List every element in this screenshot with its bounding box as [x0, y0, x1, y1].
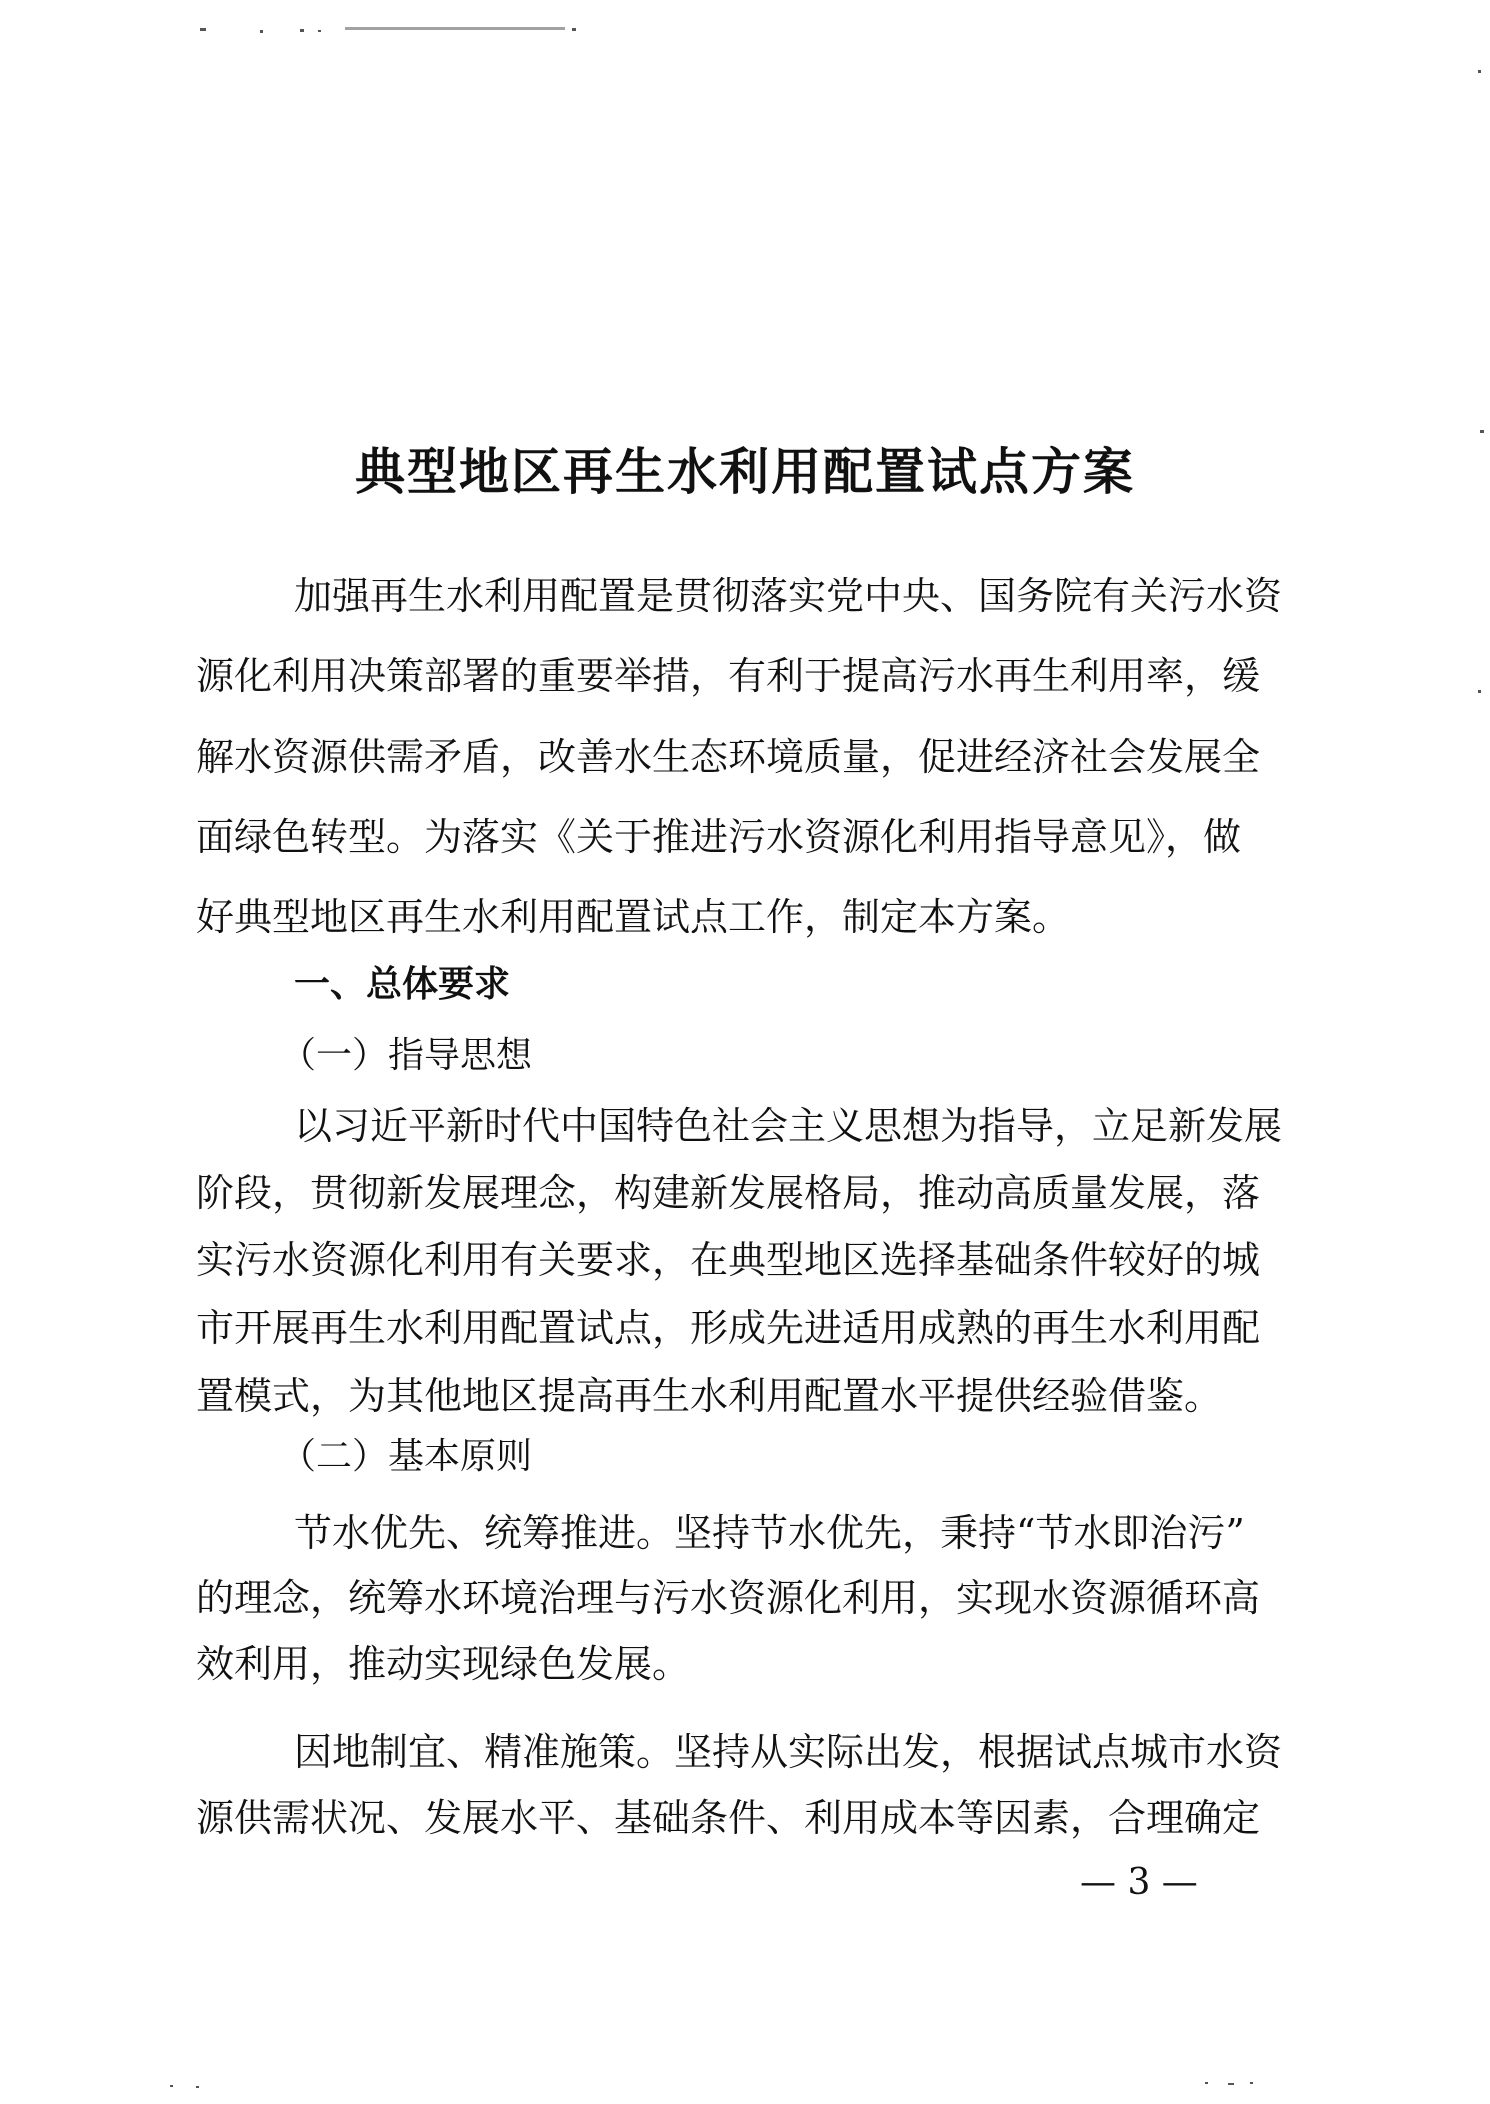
- paragraph-line: 源供需状况、发展水平、基础条件、利用成本等因素，合理确定: [196, 1796, 1261, 1840]
- subsection-heading: （一）指导思想: [280, 1035, 533, 1076]
- paragraph-line: 的理念，统筹水环境治理与污水资源化利用，实现水资源循环高: [196, 1576, 1261, 1620]
- intro-line: 解水资源供需矛盾，改善水生态环境质量，促进经济社会发展全: [196, 735, 1261, 779]
- intro-line: 源化利用决策部署的重要举措，有利于提高污水再生利用率，缓: [196, 654, 1261, 698]
- paragraph-line: 市开展再生水利用配置试点，形成先进适用成熟的再生水利用配: [196, 1306, 1261, 1350]
- paragraph-line: 置模式，为其他地区提高再生水利用配置水平提供经验借鉴。: [196, 1374, 1223, 1418]
- intro-line: 加强再生水利用配置是贯彻落实党中央、国务院有关污水资: [294, 574, 1283, 618]
- section-heading: 一、总体要求: [294, 964, 511, 1005]
- paragraph-line: 阶段，贯彻新发展理念，构建新发展格局，推动高质量发展，落: [196, 1171, 1261, 1215]
- paragraph-line: 实污水资源化利用有关要求，在典型地区选择基础条件较好的城: [196, 1238, 1261, 1282]
- paragraph-line: 效利用，推动实现绿色发展。: [196, 1642, 691, 1686]
- paragraph-line: 节水优先、统筹推进。坚持节水优先，秉持“节水即治污”: [294, 1511, 1245, 1555]
- page-number: — 3 —: [1080, 1862, 1198, 1903]
- intro-line: 好典型地区再生水利用配置试点工作，制定本方案。: [196, 895, 1071, 939]
- paragraph-line: 因地制宜、精准施策。坚持从实际出发，根据试点城市水资: [294, 1730, 1283, 1774]
- subsection-heading: （二）基本原则: [280, 1436, 533, 1477]
- paragraph-line: 以习近平新时代中国特色社会主义思想为指导，立足新发展: [294, 1104, 1283, 1148]
- intro-line: 面绿色转型。为落实《关于推进污水资源化利用指导意见》，做: [196, 815, 1242, 859]
- document-title: 典型地区再生水利用配置试点方案: [355, 442, 1135, 501]
